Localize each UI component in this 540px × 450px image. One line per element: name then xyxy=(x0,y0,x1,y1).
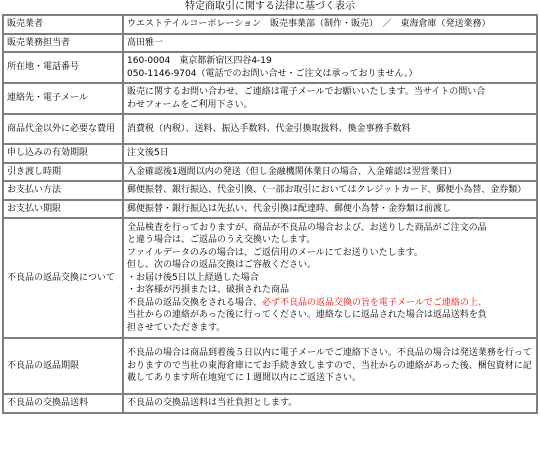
row-label: 販売業務担当者 xyxy=(3,34,123,53)
row-value-line: 郵便振替・銀行振込は先払い、代金引換は配達時、郵便小為替・金券類は前渡し xyxy=(127,203,452,214)
row-value-line: 消費税（内税）、送料、振込手数料、代金引換取扱料、換金事務手数料 xyxy=(127,123,411,134)
row-value-line: 不良品の交換品送料は当社負担とします。 xyxy=(127,398,298,408)
row-value-line: ファイルデータのみの場合は、ご返信用のメールにてお送りいたします。 xyxy=(127,247,423,258)
return-notice-text: 不良品の返品交換をされる場合、 xyxy=(127,297,263,308)
row-value-line: ・お客様が汚損または、破損された商品 xyxy=(127,285,290,296)
row-value-text: 不良品の場合は商品到着後５日以内に電子メールでご連絡下さい。不良品の場合は発送業務を行っておりますので当社の東海倉庫にてお手続き致しますので、当社からの連絡があった後、梱包資材に記載してあります所在地宛てに１週間以内にご返送下さい。 xyxy=(127,348,532,384)
table-row xyxy=(3,181,537,200)
row-value-line: 当社からの連絡があった後に行ってください。連絡なしに返品された場合は返品送料を負 xyxy=(127,310,487,321)
row-value-line xyxy=(127,297,533,310)
row-value xyxy=(123,338,537,394)
row-label: お支払い方法 xyxy=(3,181,123,200)
row-value xyxy=(123,163,537,182)
row-value xyxy=(123,394,537,413)
row-value-line: ウエストテイルコーポレーション 販売事業部（制作・販売） ／ 東海倉庫（発送業務） xyxy=(127,19,491,29)
row-value-line: 担させていただきます。 xyxy=(127,322,226,333)
table-row xyxy=(3,52,537,83)
row-label: 不良品の返品期限 xyxy=(3,338,123,394)
row-value-line: と違う場合は、ご返品のうえ交換いたします。 xyxy=(127,235,316,246)
row-label-text: 不良品の返品交換について xyxy=(7,272,115,283)
row-value xyxy=(123,114,537,144)
row-value xyxy=(123,200,537,219)
address-line: 160-0004 東京都新宿区四谷4-19 xyxy=(127,56,272,66)
row-value-line: 販売に関するお問い合わせ、ご連絡は電子メールでお願いいたします。当サイトの問い合 xyxy=(127,87,486,97)
row-label: 所在地・電話番号 xyxy=(3,52,123,83)
row-value xyxy=(123,15,537,34)
table-row xyxy=(3,114,537,144)
table-row xyxy=(3,83,537,114)
row-value xyxy=(123,144,537,163)
row-value xyxy=(123,83,537,114)
row-label: 販売業者 xyxy=(3,15,123,34)
row-value xyxy=(123,218,537,338)
table-row xyxy=(3,338,537,394)
table-row xyxy=(3,218,537,338)
page-title: 特定商取引に関する法律に基づく表示 xyxy=(185,1,355,12)
table-row xyxy=(3,200,537,219)
row-value-line: 全品検査を行っておりますが、商品が不良品の場合および、お送りした商品がご注文の品 xyxy=(127,222,487,233)
row-value xyxy=(123,34,537,53)
table-row xyxy=(3,394,537,413)
table-row xyxy=(3,144,537,163)
row-label: 連絡先・電子メール xyxy=(3,83,123,114)
row-label: 引き渡し時期 xyxy=(3,163,123,182)
row-value-line: 入金確認後1週間以内の発送（但し金融機関休業日の場合、入金確認は翌営業日） xyxy=(127,166,457,177)
table-row xyxy=(3,163,537,182)
row-value-line: 注文後5日 xyxy=(127,148,169,158)
row-label: お支払い期限 xyxy=(3,200,123,219)
row-value-line: 但し、次の場合の返品交換はご容赦ください。 xyxy=(127,260,317,271)
disclosure-table xyxy=(2,14,538,414)
row-value-line: 郵便振替、銀行振込、代金引換、（一部お取引においてはクレジットカード、郵便小為替、金券類） xyxy=(127,185,527,195)
return-notice-highlight: 必ず不良品の返品交換の旨を電子メールでご連絡の上、 xyxy=(262,297,487,308)
table-row xyxy=(3,15,537,34)
row-value-line: わせフォームをご利用下さい。 xyxy=(127,99,253,110)
row-value-line: ・お届け後5日以上経過した場合 xyxy=(127,272,259,283)
row-label: 商品代金以外に必要な費用 xyxy=(3,114,123,144)
row-label xyxy=(3,218,123,338)
table-row xyxy=(3,34,537,53)
phone-line: 050-1146-9704（電話でのお問い合せ・ご注文は承っておりません。） xyxy=(127,68,418,79)
row-label: 申し込みの有効期限 xyxy=(3,144,123,163)
row-value-line: 高田雅一 xyxy=(127,37,164,48)
row-label: 不良品の交換品送料 xyxy=(3,394,123,413)
row-value xyxy=(123,181,537,200)
row-value xyxy=(123,52,537,83)
